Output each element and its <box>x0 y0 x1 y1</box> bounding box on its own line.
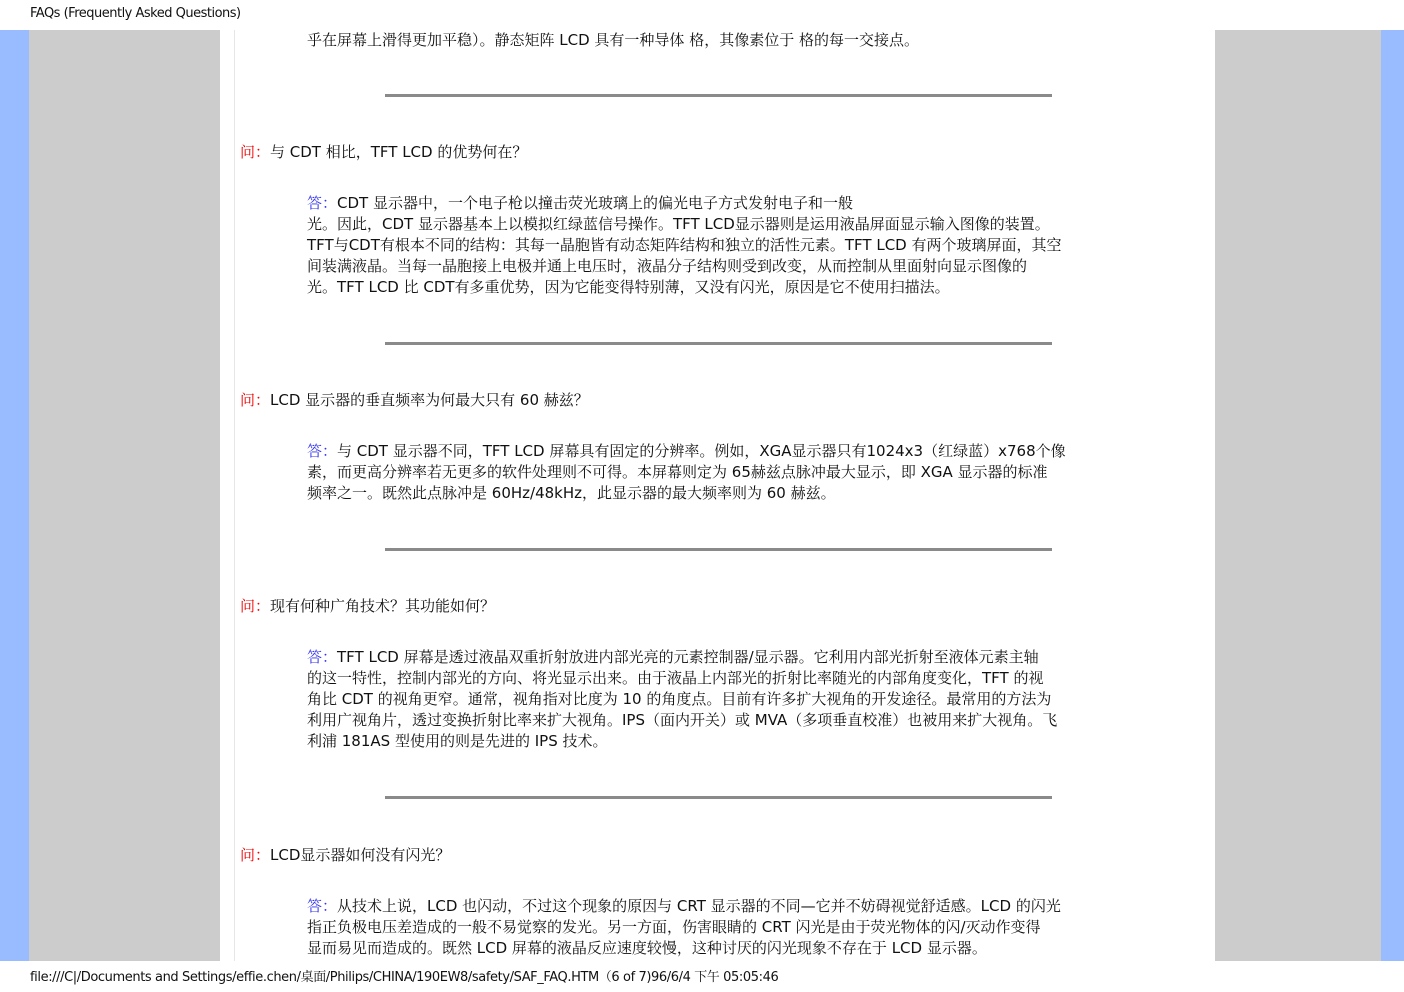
answer-3 <box>307 647 1129 752</box>
question-text: 与 CDT 相比，TFT LCD 的优势何在？ <box>270 143 528 161</box>
left-gray-gutter <box>29 30 220 961</box>
question-text: LCD显示器如何没有闪光？ <box>270 846 451 864</box>
question-label: 问： <box>240 143 271 161</box>
answer-line: 频率之一。既然此点脉冲是 60Hz/48kHz，此显示器的最大频率则为 60 赫兹。 <box>307 484 836 502</box>
answer-line: 利用广视角片，透过变换折射比率来扩大视角。IPS（面内开关）或 MVA（多项垂直校准）也被用来扩大视角。飞 <box>307 711 1058 729</box>
answer-4 <box>307 896 1129 959</box>
answer-label: 答： <box>307 897 338 915</box>
left-blue-margin <box>0 30 29 961</box>
question-2 <box>240 389 589 410</box>
answer-label: 答： <box>307 648 338 666</box>
answer-line: 指正负极电压差造成的一般不易觉察的发光。另一方面，伤害眼睛的 CRT 闪光是由于荧光物体的闪/灭动作变得 <box>307 918 1041 936</box>
answer-line: 答：从技术上说，LCD 也闪动，不过这个现象的原因与 CRT 显示器的不同—它并不妨碍视觉舒适感。LCD 的闪光 <box>307 897 1061 915</box>
answer-1 <box>307 193 1129 298</box>
answer-line: 答：CDT 显示器中，一个电子枪以撞击荧光玻璃上的偏光电子方式发射电子和一般 <box>307 194 853 212</box>
question-label: 问： <box>240 846 271 864</box>
question-label: 问： <box>240 391 271 409</box>
question-1 <box>240 141 527 162</box>
question-label: 问： <box>240 597 271 615</box>
page-header-title: FAQs (Frequently Asked Questions) <box>30 6 241 21</box>
document-content <box>220 30 1215 961</box>
answer-line: 间装满液晶。当每一晶胞接上电极并通上电压时，液晶分子结构则受到改变，从而控制从里面射向显示图像的 <box>307 257 1028 275</box>
page-footer-path: file:///C|/Documents and Settings/effie.chen/桌面/Philips/CHINA/190EW8/safety/SAF_FAQ.HTM（6 of 7)96/6/4 下午 05:05:46 <box>30 970 779 985</box>
intro-tail-line: 乎在屏幕上滑得更加平稳）。静态矩阵 LCD 具有一种导体 格，其像素位于 格的每一交接点。 <box>307 31 919 49</box>
answer-label: 答： <box>307 194 338 212</box>
answer-line: 显而易见而造成的。既然 LCD 屏幕的液晶反应速度较慢，这种讨厌的闪光现象不存在于 LCD 显示器。 <box>307 939 987 957</box>
question-4 <box>240 844 450 865</box>
answer-line: 光。TFT LCD 比 CDT有多重优势，因为它能变得特别薄，又没有闪光，原因是它不使用扫描法。 <box>307 278 950 296</box>
question-text: 现有何种广角技术？其功能如何？ <box>270 597 496 615</box>
answer-label: 答： <box>307 442 338 460</box>
answer-line: 的这一特性，控制内部光的方向、将光显示出来。由于液晶上内部光的折射比率随光的内部角度变化，TFT 的视 <box>307 669 1044 687</box>
divider <box>385 796 1052 799</box>
right-blue-margin <box>1381 30 1404 961</box>
answer-line: 利浦 181AS 型使用的则是先进的 IPS 技术。 <box>307 732 608 750</box>
content-left-border <box>234 30 235 961</box>
question-3 <box>240 595 495 616</box>
divider <box>385 94 1052 97</box>
divider <box>385 548 1052 551</box>
answer-line: 答：TFT LCD 屏幕是透过液晶双重折射放进内部光亮的元素控制器/显示器。它利用内部光折射至液体元素主轴 <box>307 648 1039 666</box>
answer-line: 答：与 CDT 显示器不同，TFT LCD 屏幕具有固定的分辨率。例如，XGA显示器只有1024x3（红绿蓝）x768个像 <box>307 442 1066 460</box>
answer-line: 光。因此，CDT 显示器基本上以模拟红绿蓝信号操作。TFT LCD显示器则是运用液晶屏面显示输入图像的装置。 <box>307 215 1050 233</box>
right-gray-gutter <box>1215 30 1381 961</box>
answer-line: TFT与CDT有根本不同的结构：其每一晶胞皆有动态矩阵结构和独立的活性元素。TFT LCD 有两个玻璃屏面，其空 <box>307 236 1062 254</box>
question-text: LCD 显示器的垂直频率为何最大只有 60 赫兹？ <box>270 391 589 409</box>
answer-line: 角比 CDT 的视角更窄。通常，视角指对比度为 10 的角度点。目前有许多扩大视角的开发途径。最常用的方法为 <box>307 690 1052 708</box>
divider <box>385 342 1052 345</box>
intro-tail-text <box>307 30 1129 51</box>
answer-2 <box>307 441 1129 504</box>
answer-line: 素，而更高分辨率若无更多的软件处理则不可得。本屏幕则定为 65赫兹点脉冲最大显示，即 XGA 显示器的标准 <box>307 463 1048 481</box>
